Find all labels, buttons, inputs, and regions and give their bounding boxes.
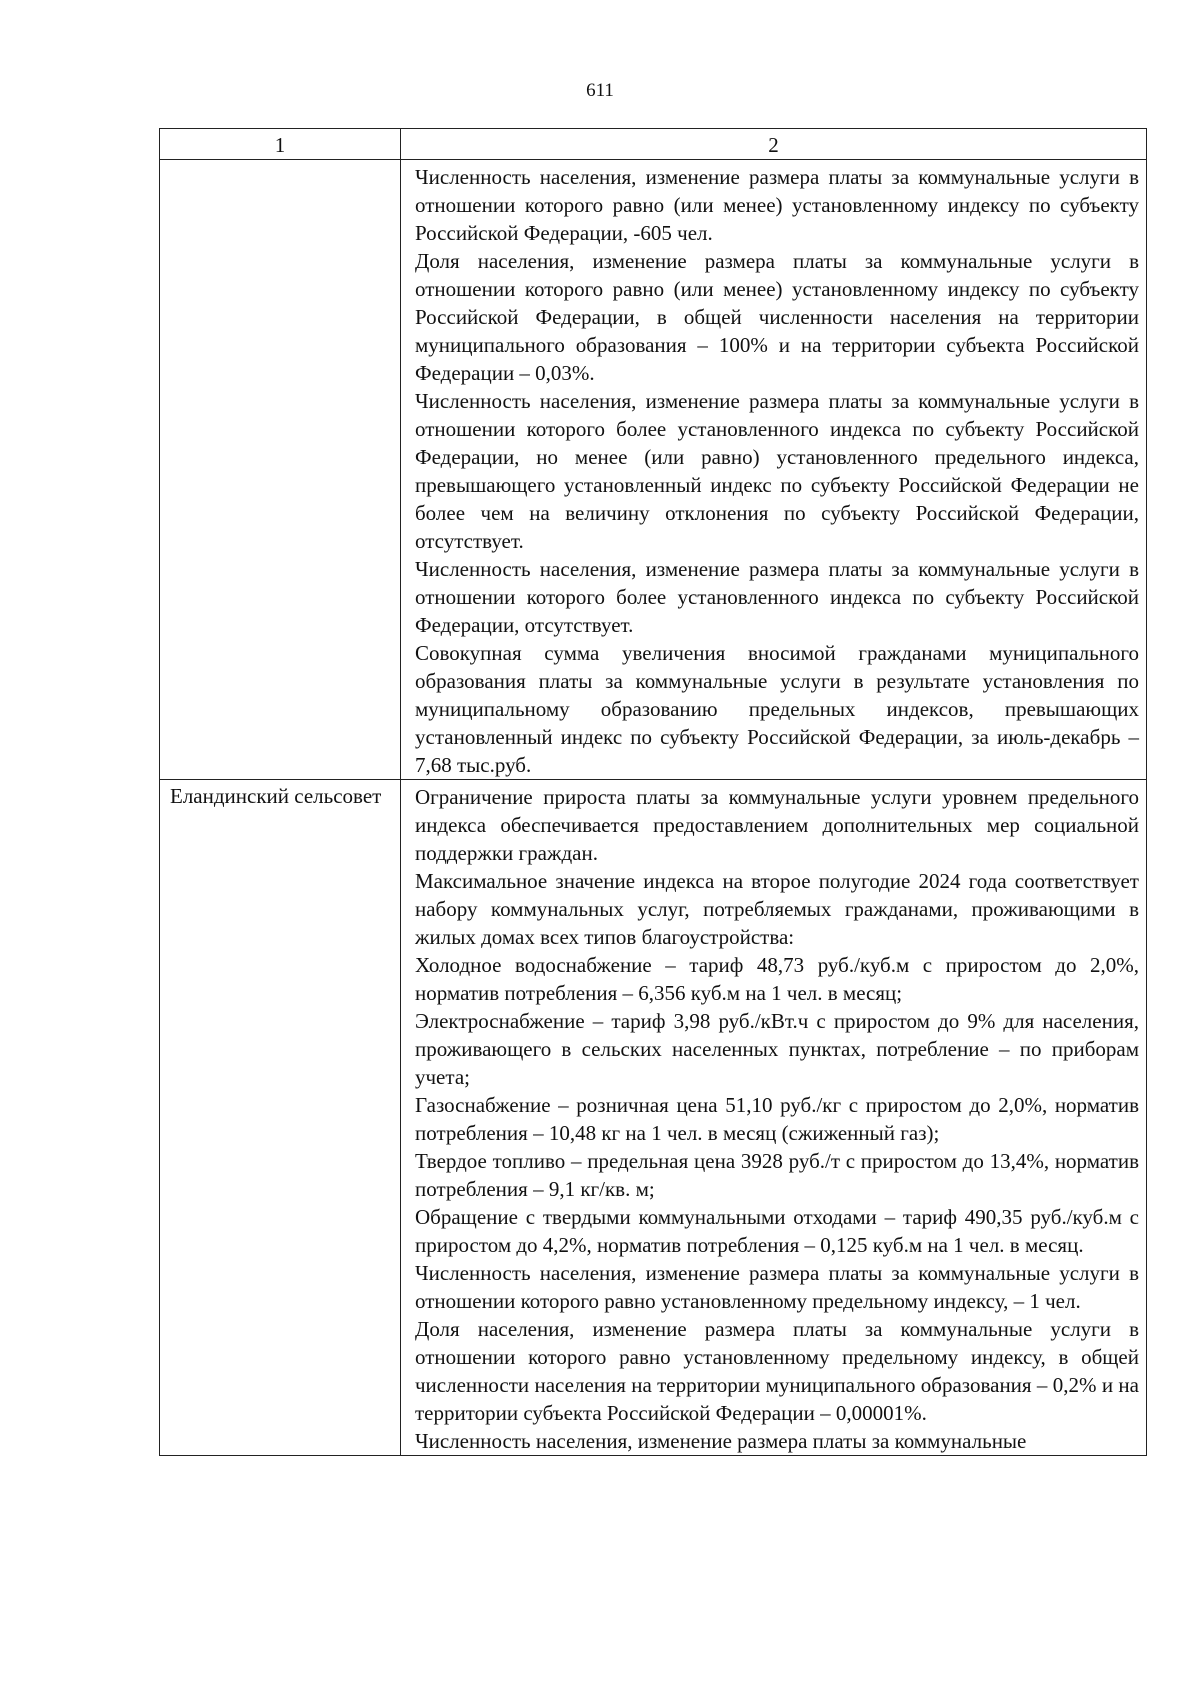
column-header-1: 1: [160, 129, 401, 160]
paragraph: Доля населения, изменение размера платы за коммунальные услуги в отношении которого равно (или менее) установленному индексу по субъекту Российской Федерации, в общей численности населения на территории муниципального образования – 100% и на территории субъекта Российской Федерации – 0,03%.: [415, 249, 1139, 385]
page-number: 611: [586, 80, 614, 101]
paragraph: Численность населения, изменение размера платы за коммунальные услуги в отношении которого равно (или менее) установленному индексу по субъекту Российской Федерации, -605 чел.: [415, 165, 1139, 245]
paragraph: Численность населения, изменение размера платы за коммунальные услуги в отношении которого более установленного индекса по субъекту Российской Федерации, но менее (или равно) установленного предельного индекса, превышающего установленный индекс по субъекту Российской Федерации не более чем на величину отклонения по субъекту Российской Федерации, отсутствует.: [415, 389, 1139, 553]
region-cell: [160, 780, 401, 1456]
paragraph: Твердое топливо – предельная цена 3928 руб./т с приростом до 13,4%, норматив потребления – 9,1 кг/кв. м;: [415, 1149, 1139, 1201]
document-table: [159, 128, 1147, 1456]
paragraph: Газоснабжение – розничная цена 51,10 руб./кг с приростом до 2,0%, норматив потребления – 10,48 кг на 1 чел. в месяц (сжиженный газ);: [415, 1093, 1139, 1145]
paragraph: Обращение с твердыми коммунальными отходами – тариф 490,35 руб./куб.м с приростом до 4,2%, норматив потребления – 0,125 куб.м на 1 чел. в месяц.: [415, 1205, 1139, 1257]
table-row: [160, 780, 1147, 1456]
paragraph: Электроснабжение – тариф 3,98 руб./кВт.ч с приростом до 9% для населения, проживающего в сельских населенных пунктах, потребление – по приборам учета;: [415, 1009, 1139, 1089]
column-header-2: 2: [401, 129, 1147, 160]
paragraph: Совокупная сумма увеличения вносимой гражданами муниципального образования платы за коммунальные услуги в результате установления по муниципальному образованию предельных индексов, превышающих установленный индекс по субъекту Российской Федерации, за июль-декабрь – 7,68 тыс.руб.: [415, 641, 1139, 777]
table-row: [160, 160, 1147, 780]
description-cell: [401, 160, 1147, 780]
paragraph: Ограничение прироста платы за коммунальные услуги уровнем предельного индекса обеспечивается предоставлением дополнительных мер социальной поддержки граждан.: [415, 785, 1139, 865]
paragraph: Численность населения, изменение размера платы за коммунальные услуги в отношении которого равно установленному предельному индексу, – 1 чел.: [415, 1261, 1139, 1313]
region-name: Еландинский сельсовет: [170, 784, 382, 808]
header-row: [160, 129, 1147, 160]
description-cell: [401, 780, 1147, 1456]
paragraph: Численность населения, изменение размера платы за коммунальные услуги в отношении которого более установленного индекса по субъекту Российской Федерации, отсутствует.: [415, 557, 1139, 637]
table-header: [160, 129, 1147, 160]
paragraph: Максимальное значение индекса на второе полугодие 2024 года соответствует набору коммунальных услуг, потребляемых гражданами, проживающими в жилых домах всех типов благоустройства:: [415, 869, 1139, 949]
region-cell: [160, 160, 401, 780]
paragraph: Численность населения, изменение размера платы за коммунальные: [415, 1429, 1027, 1453]
paragraph: Доля населения, изменение размера платы за коммунальные услуги в отношении которого равно установленному предельному индексу, в общей численности населения на территории муниципального образования – 0,2% и на территории субъекта Российской Федерации – 0,00001%.: [415, 1317, 1139, 1425]
paragraph: Холодное водоснабжение – тариф 48,73 руб./куб.м с приростом до 2,0%, норматив потребления – 6,356 куб.м на 1 чел. в месяц;: [415, 953, 1139, 1005]
